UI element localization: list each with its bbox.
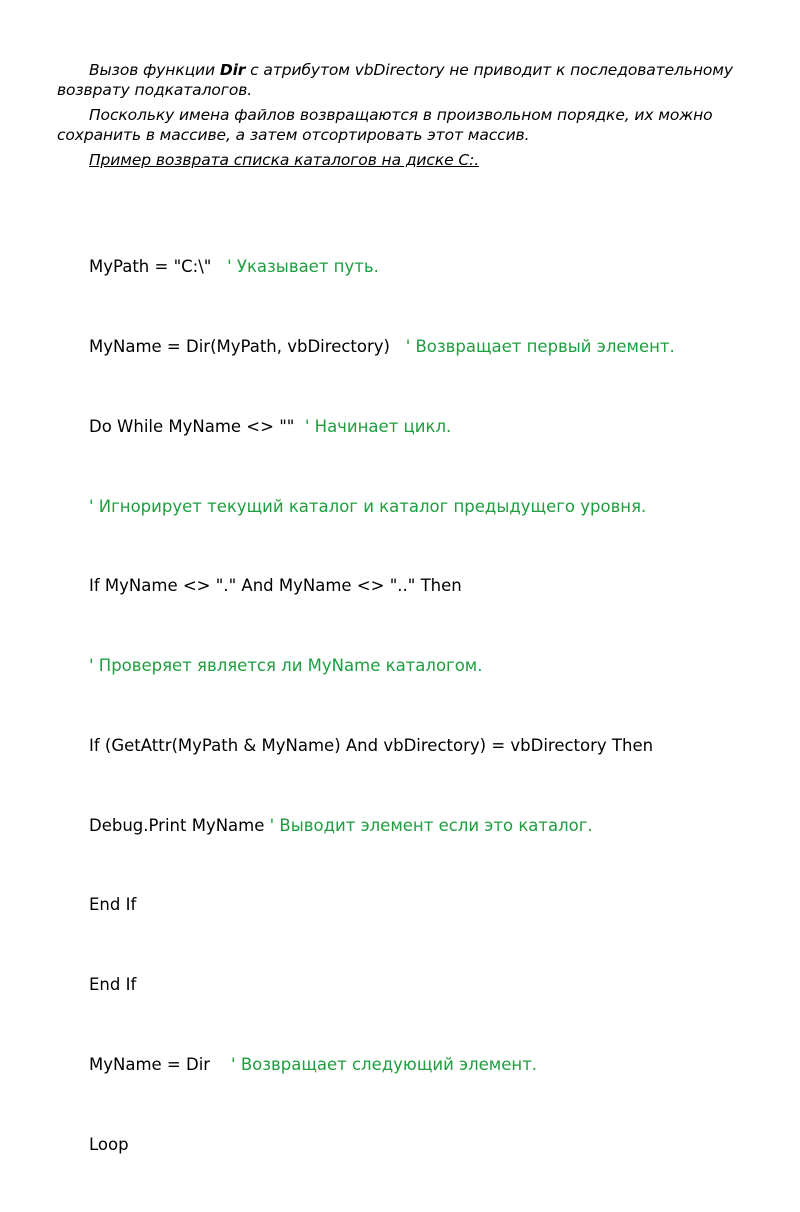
paragraph-dir-attribute <box>57 60 757 100</box>
code-text: Do While MyName <> "" <box>89 416 305 436</box>
code-line <box>89 573 779 600</box>
code-line <box>89 813 779 840</box>
code-text: End If <box>89 895 137 915</box>
code-text: If MyName <> "." And MyName <> ".." Then <box>89 576 462 596</box>
code-text: If (GetAttr(MyPath & MyName) And vbDirectory) = vbDirectory Then <box>89 735 654 755</box>
code-line <box>89 254 779 281</box>
code-line <box>89 1052 779 1079</box>
code-text: MyPath = "C:\" <box>89 257 228 277</box>
paragraph-example-heading <box>57 150 757 170</box>
code-comment: ' Проверяет является ли MyName каталогом. <box>89 656 483 676</box>
dir-keyword: Dir <box>219 61 246 79</box>
code-comment: ' Возвращает первый элемент. <box>405 336 675 356</box>
code-text: MyName = Dir <box>89 1055 232 1074</box>
code-line <box>89 892 779 919</box>
code-block <box>89 201 779 1212</box>
code-comment: ' Выводит элемент если это каталог. <box>269 815 593 835</box>
code-line <box>89 494 779 521</box>
code-text: Debug.Print MyName <box>89 815 270 835</box>
code-line <box>89 972 779 999</box>
code-text: MyName = Dir(MyPath, vbDirectory) <box>89 336 406 356</box>
paragraph-1-start: Вызов функции <box>89 61 220 79</box>
code-text: Loop <box>89 1134 129 1154</box>
code-comment: ' Игнорирует текущий каталог и каталог предыдущего уровня. <box>89 496 647 516</box>
code-comment: ' Возвращает следующий элемент. <box>231 1055 538 1074</box>
example-heading: Пример возврата списка каталогов на диске С:. <box>89 151 480 169</box>
code-line <box>89 414 779 441</box>
code-text: End If <box>89 975 137 995</box>
paragraph-sort-names: Поскольку имена файлов возвращаются в произвольном порядке, их можно сохранить в массиве, а затем отсортировать этот массив. <box>57 106 713 144</box>
paragraph-1-end: с атрибутом vbDirectory не приводит к последовательному возврату подкаталогов. <box>57 61 733 99</box>
code-line <box>89 1132 779 1159</box>
code-line <box>89 334 779 361</box>
code-comment: ' Указывает путь. <box>227 257 379 277</box>
prose-block <box>57 60 757 175</box>
code-comment: ' Начинает цикл. <box>304 416 452 436</box>
code-line <box>89 733 779 760</box>
code-line <box>89 653 779 680</box>
